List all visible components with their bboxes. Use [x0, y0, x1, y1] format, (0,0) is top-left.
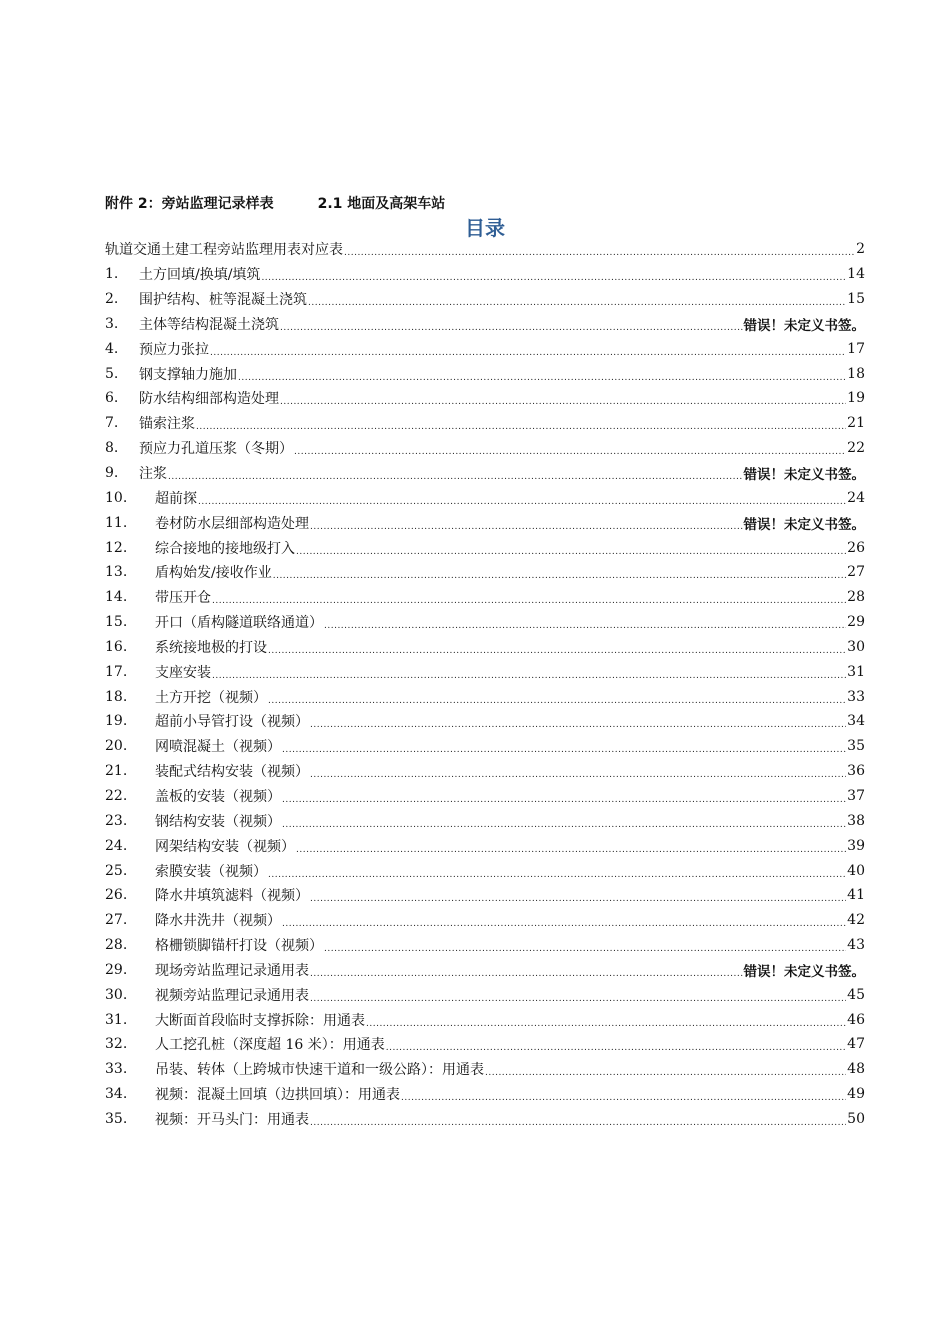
toc-entry-number: 23. — [105, 812, 128, 829]
toc-entry-number: 8. — [105, 440, 119, 457]
toc-entry-number: 13. — [105, 564, 128, 581]
toc-entry-title: 主体等结构混凝土浇筑 — [139, 316, 279, 333]
toc-entry-number: 10. — [105, 489, 128, 506]
toc-page-number: 48 — [847, 1061, 865, 1078]
toc-entry[interactable] — [105, 485, 865, 510]
toc-entry-title: 预应力张拉 — [139, 341, 209, 358]
toc-entry-title: 大断面首段临时支撑拆除：用通表 — [155, 1012, 365, 1029]
toc-entry[interactable] — [105, 982, 865, 1007]
toc-leader-dots — [310, 517, 743, 531]
toc-page-number: 35 — [847, 738, 865, 755]
toc-page-number: 21 — [847, 415, 865, 432]
toc-entry-title: 注浆 — [139, 466, 167, 483]
toc-page-number: 14 — [847, 266, 865, 283]
toc-bookmark-error: 错误！未定义书签。 — [743, 467, 865, 484]
toc-entry-number: 22. — [105, 787, 128, 804]
toc-entry[interactable] — [105, 883, 865, 908]
toc-entry[interactable] — [105, 635, 865, 660]
toc-entry-number: 33. — [105, 1061, 128, 1078]
toc-page-number: 42 — [847, 912, 865, 929]
toc-page-number: 50 — [847, 1110, 865, 1127]
toc-entry-title: 土方开挖（视频） — [155, 689, 267, 706]
toc-entry[interactable] — [105, 535, 865, 560]
toc-entry-title: 视频旁站监理记录通用表 — [155, 987, 309, 1004]
toc-entry-number: 3. — [105, 315, 119, 332]
toc-entry-title: 索膜安装（视频） — [155, 863, 267, 880]
toc-page-number: 34 — [847, 713, 865, 730]
toc-entry[interactable] — [105, 237, 865, 262]
toc-leader-dots — [296, 840, 846, 854]
toc-entry[interactable] — [105, 858, 865, 883]
toc-entry-title: 吊装、转体（上跨城市快速干道和一级公路）：用通表 — [155, 1062, 484, 1079]
toc-entry-title: 带压开仓 — [155, 590, 211, 607]
toc-entry[interactable] — [105, 312, 865, 337]
toc-entry-number: 11. — [105, 514, 128, 531]
toc-entry[interactable] — [105, 461, 865, 486]
toc-entry-title: 降水井填筑滤料（视频） — [155, 888, 309, 905]
toc-entry-title: 装配式结构安装（视频） — [155, 764, 309, 781]
toc-entry[interactable] — [105, 1007, 865, 1032]
toc-entry[interactable] — [105, 386, 865, 411]
toc-leader-dots — [280, 318, 743, 332]
toc-leader-dots — [324, 616, 846, 630]
toc-leader-dots — [401, 1088, 846, 1102]
toc-page-number: 30 — [847, 638, 865, 655]
toc-leader-dots — [198, 492, 846, 506]
toc-leader-dots — [196, 417, 846, 431]
toc-leader-dots — [310, 715, 846, 729]
toc-entry-number: 21. — [105, 763, 128, 780]
toc-entry-number: 9. — [105, 465, 119, 482]
toc-bookmark-error: 错误！未定义书签。 — [743, 963, 865, 980]
toc-entry-number: 34. — [105, 1086, 128, 1103]
toc-entry[interactable] — [105, 808, 865, 833]
toc-entry-title: 综合接地的接地级打入 — [155, 540, 295, 557]
toc-page-number: 38 — [847, 812, 865, 829]
toc-leader-dots — [282, 914, 846, 928]
toc-bookmark-error: 错误！未定义书签。 — [743, 317, 865, 334]
toc-entry-number: 27. — [105, 912, 128, 929]
toc-entry-title: 视频：混凝土回填（边拱回填）：用通表 — [155, 1087, 400, 1104]
toc-entry-number: 4. — [105, 340, 119, 357]
toc-leader-dots — [212, 591, 846, 605]
toc-entry[interactable] — [105, 436, 865, 461]
toc-entry-title: 网架结构安装（视频） — [155, 838, 295, 855]
toc-leader-dots — [238, 368, 846, 382]
toc-title: 目录 — [465, 216, 505, 240]
toc-entry-number: 19. — [105, 713, 128, 730]
toc-page-number: 33 — [847, 688, 865, 705]
toc-entry-number: 12. — [105, 539, 128, 556]
toc-entry-title: 防水结构细部构造处理 — [139, 391, 279, 408]
toc-entry-title: 围护结构、桩等混凝土浇筑 — [139, 292, 307, 309]
toc-leader-dots — [310, 765, 846, 779]
toc-leader-dots — [282, 790, 846, 804]
toc-entry-title: 现场旁站监理记录通用表 — [155, 962, 309, 979]
attachment-label: 附件 2：旁站监理记录样表 — [105, 196, 274, 212]
toc-leader-dots — [296, 542, 846, 556]
toc-leader-dots — [366, 1014, 846, 1028]
toc-entry[interactable] — [105, 1057, 865, 1082]
toc-leader-dots — [308, 293, 846, 307]
toc-leader-dots — [344, 243, 855, 257]
toc-entry[interactable] — [105, 560, 865, 585]
toc-entry-title: 网喷混凝土（视频） — [155, 739, 281, 756]
toc-entry-title: 预应力孔道压浆（冬期） — [139, 441, 293, 458]
toc-page-number: 45 — [847, 986, 865, 1003]
toc-leader-dots — [210, 343, 846, 357]
toc-page-number: 22 — [847, 440, 865, 457]
toc-entry-number: 24. — [105, 837, 128, 854]
toc-entry[interactable] — [105, 734, 865, 759]
toc-page-number: 2 — [856, 241, 865, 258]
toc-entry-title: 格栅锁脚锚杆打设（视频） — [155, 938, 323, 955]
toc-entry[interactable] — [105, 411, 865, 436]
toc-entry-title: 降水井洗井（视频） — [155, 913, 281, 930]
toc-page-number: 17 — [847, 340, 865, 357]
toc-entry[interactable] — [105, 336, 865, 361]
toc-leader-dots — [310, 1113, 846, 1127]
toc-entry[interactable] — [105, 759, 865, 784]
toc-page-number: 15 — [847, 291, 865, 308]
toc-entry-number: 6. — [105, 390, 119, 407]
toc-page-number: 43 — [847, 937, 865, 954]
toc-page-number: 47 — [847, 1036, 865, 1053]
toc-page-number: 49 — [847, 1086, 865, 1103]
toc-entry[interactable] — [105, 287, 865, 312]
toc-entry-number: 31. — [105, 1011, 128, 1028]
toc-entry[interactable] — [105, 957, 865, 982]
toc-entry[interactable] — [105, 361, 865, 386]
toc-entry-number: 25. — [105, 862, 128, 879]
toc-page-number: 26 — [847, 539, 865, 556]
toc-page-number: 46 — [847, 1011, 865, 1028]
toc-page-number: 24 — [847, 489, 865, 506]
page-header — [105, 193, 445, 213]
toc-entry[interactable] — [105, 1032, 865, 1057]
toc-entry-number: 32. — [105, 1036, 128, 1053]
toc-leader-dots — [310, 964, 743, 978]
toc-entry-number: 35. — [105, 1110, 128, 1127]
toc-entry-number: 7. — [105, 415, 119, 432]
toc-entry-number: 16. — [105, 638, 128, 655]
toc-page-number: 41 — [847, 887, 865, 904]
toc-page-number: 39 — [847, 837, 865, 854]
toc-entry-title: 超前探 — [155, 490, 197, 507]
toc-entry[interactable] — [105, 510, 865, 535]
toc-leader-dots — [294, 442, 846, 456]
toc-page-number: 29 — [847, 614, 865, 631]
toc-leader-dots — [282, 740, 846, 754]
toc-entry[interactable] — [105, 585, 865, 610]
toc-entry-title: 视频：开马头门：用通表 — [155, 1111, 309, 1128]
toc-entry-number: 1. — [105, 266, 119, 283]
toc-entry[interactable] — [105, 684, 865, 709]
toc-page-number: 37 — [847, 787, 865, 804]
toc-entry-number: 26. — [105, 887, 128, 904]
toc-entry[interactable] — [105, 933, 865, 958]
toc-entry[interactable] — [105, 1082, 865, 1107]
toc-entry[interactable] — [105, 784, 865, 809]
toc-leader-dots — [268, 641, 846, 655]
toc-page-number: 40 — [847, 862, 865, 879]
toc-leader-dots — [268, 691, 846, 705]
toc-entry-title: 开口（盾构隧道联络通道） — [155, 615, 323, 632]
toc-entry-title: 超前小导管打设（视频） — [155, 714, 309, 731]
toc-entry[interactable] — [105, 262, 865, 287]
toc-entry[interactable] — [105, 610, 865, 635]
toc-entry-title: 支座安装 — [155, 664, 211, 681]
section-label: 2.1 地面及高架车站 — [317, 196, 446, 212]
table-of-contents — [105, 237, 865, 1131]
toc-entry-number: 14. — [105, 589, 128, 606]
toc-entry-title: 系统接地极的打设 — [155, 639, 267, 656]
toc-leader-dots — [310, 889, 846, 903]
toc-leader-dots — [212, 666, 846, 680]
toc-leader-dots — [386, 1038, 846, 1052]
toc-page-number: 31 — [847, 663, 865, 680]
toc-leader-dots — [280, 392, 846, 406]
toc-entry-number: 28. — [105, 937, 128, 954]
toc-leader-dots — [310, 989, 846, 1003]
toc-entry[interactable] — [105, 659, 865, 684]
toc-entry-number: 20. — [105, 738, 128, 755]
toc-entry-title: 盾构始发/接收作业 — [155, 565, 272, 582]
toc-entry-number: 30. — [105, 986, 128, 1003]
toc-entry-title: 轨道交通土建工程旁站监理用表对应表 — [105, 242, 343, 259]
toc-leader-dots — [268, 865, 846, 879]
toc-entry[interactable] — [105, 1107, 865, 1132]
toc-entry-title: 人工挖孔桩（深度超 16 米）：用通表 — [155, 1037, 385, 1054]
toc-leader-dots — [261, 268, 846, 282]
toc-leader-dots — [168, 467, 743, 481]
toc-page-number: 36 — [847, 763, 865, 780]
toc-entry-title: 钢支撑轴力施加 — [139, 366, 237, 383]
toc-entry-title: 锚索注浆 — [139, 416, 195, 433]
toc-entry-number: 17. — [105, 663, 128, 680]
toc-entry-number: 5. — [105, 365, 119, 382]
toc-leader-dots — [273, 566, 846, 580]
toc-entry[interactable] — [105, 709, 865, 734]
toc-bookmark-error: 错误！未定义书签。 — [743, 516, 865, 533]
toc-entry-title: 卷材防水层细部构造处理 — [155, 515, 309, 532]
toc-page-number: 28 — [847, 589, 865, 606]
toc-entry-number: 18. — [105, 688, 128, 705]
toc-entry-number: 2. — [105, 291, 119, 308]
toc-entry[interactable] — [105, 908, 865, 933]
toc-entry-title: 土方回填/换填/填筑 — [139, 267, 261, 284]
toc-entry-number: 29. — [105, 961, 128, 978]
toc-entry-title: 钢结构安装（视频） — [155, 813, 281, 830]
toc-leader-dots — [485, 1063, 846, 1077]
toc-entry[interactable] — [105, 833, 865, 858]
toc-page-number: 18 — [847, 365, 865, 382]
toc-leader-dots — [282, 815, 846, 829]
toc-entry-number: 15. — [105, 614, 128, 631]
toc-page-number: 19 — [847, 390, 865, 407]
toc-page-number: 27 — [847, 564, 865, 581]
toc-leader-dots — [324, 939, 846, 953]
toc-entry-title: 盖板的安装（视频） — [155, 788, 281, 805]
